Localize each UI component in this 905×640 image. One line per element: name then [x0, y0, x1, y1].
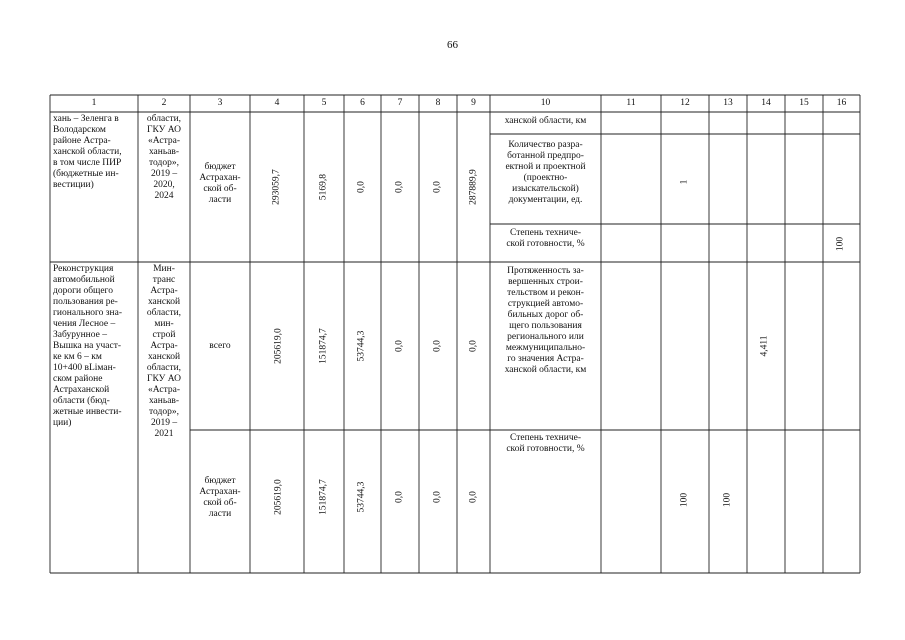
value-col-8: 0,0 [432, 340, 443, 352]
target-value-col-16: 100 [835, 236, 846, 252]
value-col-6: 53744,3 [356, 330, 367, 362]
value-col-7: 0,0 [394, 181, 405, 193]
header-col-7: 7 [397, 98, 403, 108]
header-col-6: 6 [360, 98, 365, 108]
executor-cell: Мин- транс Астра- ханской области, мин- строй Астра- ханской области, ГКУ АО «Астра- ханьав- тодор», 2019 – 2021 [146, 264, 182, 439]
header-col-9: 9 [471, 98, 476, 108]
project-name-cell: Реконструкция автомобильной дороги общего пользования ре- гионального зна- чения Лесное – Забурунное – Вышка на участ- ке км 6 – км 10+400 вLiман- ском районе Астраханской области (бюд- жетные инвести- ции) [53, 264, 123, 428]
value-col-7: 0,0 [394, 340, 405, 352]
indicator-text: Степень техниче- ской готовности, % [506, 228, 585, 249]
value-col-4: 205619,0 [273, 328, 284, 364]
target-value-col-12: 1 [679, 179, 690, 185]
target-value-col-14: 4,411 [759, 335, 770, 357]
value-col-7: 0,0 [394, 491, 405, 503]
indicator-text: Протяженность за- вершенных строи- тельством и рекон- струкцией автомо- бильных дорог об- щего пользования регионального или межмуниципально- го значения Астра- ханской области, км [504, 266, 587, 375]
indicator-text: ханской области, км [504, 116, 587, 126]
header-col-12: 12 [680, 98, 690, 108]
project-name-cell: хань – Зеленга в Володарском районе Астра- ханской области, в том числе ПИР (бюджетные ин- вестиции) [53, 114, 122, 190]
target-value-col-12: 100 [679, 492, 690, 508]
header-col-10: 10 [540, 98, 551, 108]
value-col-5: 151874,7 [318, 328, 329, 364]
value-col-5: 151874,7 [318, 479, 329, 515]
value-col-9: 0,0 [468, 491, 479, 503]
value-col-8: 0,0 [432, 491, 443, 503]
header-col-16: 16 [836, 98, 847, 108]
funding-source-cell: бюджет Астрахан- ской об- ласти [199, 476, 241, 519]
header-col-8: 8 [435, 98, 441, 108]
indicator-text: Количество разра- ботанной предпро- ектной и проектной (проектно- изыскательской) документации, ед. [505, 140, 586, 205]
value-col-4: 293059,7 [271, 169, 282, 205]
value-col-8: 0,0 [432, 181, 443, 193]
header-col-13: 13 [723, 98, 733, 108]
page-number: 66 [447, 39, 458, 51]
funding-source-cell: всего [209, 341, 231, 351]
value-col-4: 205619,0 [273, 479, 284, 515]
funding-source-cell: бюджет Астрахан- ской об- ласти [199, 162, 241, 205]
value-col-9: 0,0 [468, 340, 479, 352]
header-col-14: 14 [761, 98, 771, 108]
value-col-9: 287889,9 [468, 169, 479, 205]
header-col-11: 11 [626, 98, 636, 108]
header-col-3: 3 [217, 98, 223, 108]
header-col-5: 5 [321, 98, 327, 108]
value-col-5: 5169,8 [318, 173, 329, 201]
value-col-6: 0,0 [356, 181, 367, 193]
target-value-col-13: 100 [722, 492, 733, 508]
executor-cell: области, ГКУ АО «Астра- ханьав- тодор», 2019 – 2020, 2024 [146, 114, 182, 201]
value-col-6: 53744,3 [356, 481, 367, 513]
header-col-1: 1 [91, 98, 97, 108]
header-col-15: 15 [799, 98, 809, 108]
indicator-text: Степень техниче- ской готовности, % [506, 433, 585, 454]
header-col-4: 4 [274, 98, 280, 108]
header-col-2: 2 [161, 98, 167, 108]
